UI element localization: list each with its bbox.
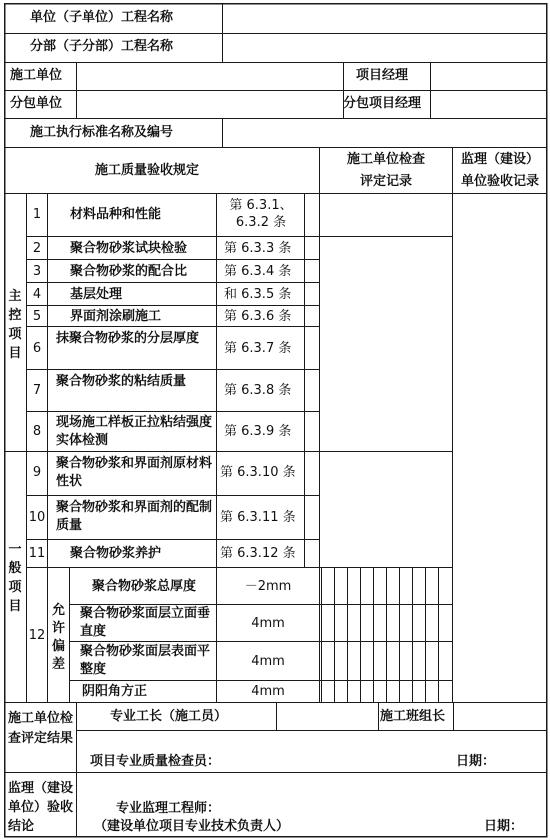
division-project-name-label: 分部（子分部）工程名称 — [30, 39, 174, 54]
item-clause: 第 6.3.3 条 — [224, 241, 292, 256]
foreman-label: 专业工长（施工员） — [110, 709, 228, 724]
unit-project-name-label: 单位（子单位）工程名称 — [30, 10, 174, 25]
item-clause: 第 6.3.10 条 — [220, 465, 296, 480]
item-name: 聚合物砂浆和界面剂的配制质量 — [56, 500, 213, 533]
item-clause: 第 6.3.1、6.3.2 条 — [229, 198, 293, 230]
tolerance-item-name: 聚合物砂浆面层表面平整度 — [80, 644, 211, 677]
tolerance-item-name: 聚合物砂浆面层立面垂直度 — [80, 606, 211, 639]
item-name: 界面剂涂刷施工 — [70, 309, 162, 324]
construction-unit-label: 施工单位 — [10, 68, 63, 83]
item-number: 12 — [28, 628, 46, 643]
item-number: 3 — [32, 264, 42, 279]
supervisor-check-header-line2: 单位验收记录 — [460, 174, 539, 189]
item-number: 8 — [32, 424, 42, 439]
quality-inspector-label: 项目专业质量检查员： — [90, 754, 221, 769]
tolerance-item-name: 阴阳角方正 — [82, 684, 148, 699]
subcontract-unit-label: 分包单位 — [10, 96, 63, 111]
item-number: 10 — [28, 510, 46, 525]
owner-tech-lead-label: （建设单位项目专业技术负责人） — [94, 819, 290, 834]
item-name: 聚合物砂浆的粘结质量 — [56, 374, 187, 389]
tolerance-value: －2mm — [244, 579, 292, 594]
date-label: 日期： — [484, 819, 524, 834]
supervisor-result-label: 监理（建设单位）验收结论 — [8, 781, 74, 834]
item-clause: 第 6.3.6 条 — [224, 309, 292, 324]
item-name: 材料品种和性能 — [70, 207, 162, 222]
item-number: 11 — [28, 546, 46, 561]
main-control-items-group-label: 主控项目 — [8, 289, 22, 361]
item-clause: 第 6.3.11 条 — [220, 510, 296, 525]
contractor-check-header-line2: 评定记录 — [359, 174, 412, 189]
item-number: 7 — [32, 383, 42, 398]
item-clause: 第 6.3.4 条 — [224, 264, 292, 279]
tolerance-item-name: 聚合物砂浆总厚度 — [92, 579, 197, 594]
supervisor-check-header-line1: 监理（建设） — [460, 152, 539, 167]
item-number: 2 — [32, 241, 42, 256]
item-clause: 第 6.3.8 条 — [224, 383, 292, 398]
tolerance-group-label: 允许偏差 — [51, 603, 65, 672]
item-name: 聚合物砂浆试块检验 — [70, 241, 188, 256]
project-manager-label: 项目经理 — [356, 68, 409, 83]
item-number: 1 — [32, 207, 42, 222]
item-name: 基层处理 — [70, 287, 123, 302]
general-items-group-label: 一般项目 — [8, 542, 22, 614]
item-clause: 第 6.3.12 条 — [220, 546, 296, 561]
tolerance-value: 4mm — [251, 616, 285, 631]
regulation-column-header: 施工质量验收规定 — [95, 163, 200, 178]
item-clause: 第 6.3.9 条 — [224, 424, 292, 439]
item-clause: 第 6.3.7 条 — [224, 341, 292, 356]
subcontract-manager-label: 分包项目经理 — [343, 96, 422, 111]
item-number: 6 — [32, 341, 42, 356]
item-number: 9 — [32, 465, 42, 480]
contractor-result-label: 施工单位检查评定结果 — [8, 711, 74, 746]
item-name: 抹聚合物砂浆的分层厚度 — [56, 331, 200, 346]
item-name: 聚合物砂浆和界面剂原材料性状 — [56, 456, 213, 489]
item-name: 现场施工样板正拉粘结强度实体检测 — [56, 415, 213, 448]
supervising-engineer-label: 专业监理工程师： — [116, 801, 221, 816]
team-leader-label: 施工班组长 — [380, 709, 446, 724]
standard-name-label: 施工执行标准名称及编号 — [30, 125, 174, 140]
date-label: 日期： — [456, 754, 496, 769]
item-name: 聚合物砂浆养护 — [70, 546, 162, 561]
item-name: 聚合物砂浆的配合比 — [70, 264, 188, 279]
item-clause: 和 6.3.5 条 — [224, 287, 292, 302]
tolerance-value: 4mm — [251, 654, 285, 669]
item-number: 5 — [32, 309, 42, 324]
item-number: 4 — [32, 287, 42, 302]
contractor-check-header-line1: 施工单位检查 — [346, 152, 425, 167]
tolerance-value: 4mm — [251, 684, 285, 699]
